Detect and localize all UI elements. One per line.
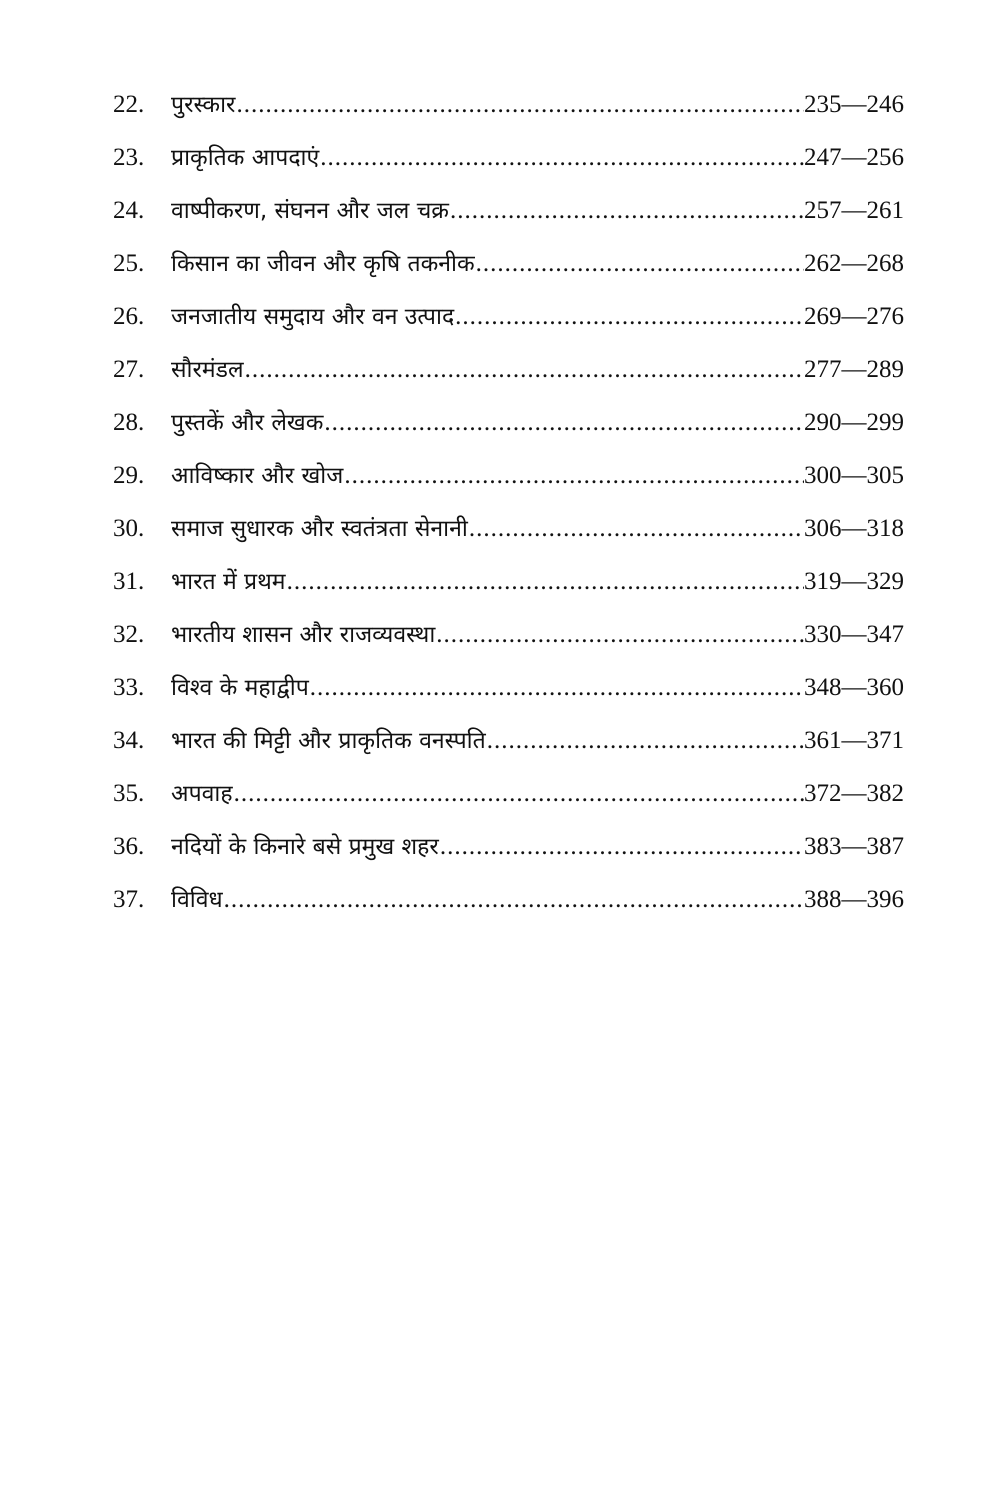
chapter-number: 23.	[113, 144, 145, 171]
dot-leader	[486, 714, 804, 767]
chapter-number: 37.	[113, 886, 145, 913]
chapter-number: 33.	[113, 674, 145, 701]
page-range: 277—289	[804, 356, 904, 383]
dot-leader	[286, 555, 804, 608]
chapter-number: 26.	[113, 303, 145, 330]
chapter-number: 29.	[113, 462, 145, 489]
dot-leader	[449, 184, 804, 237]
page-range: 262—268	[804, 250, 904, 277]
chapter-title: समाज सुधारक और स्वतंत्रता सेनानी	[171, 516, 468, 542]
chapter-title: पुस्तकें और लेखक	[171, 410, 324, 436]
page-range: 257—261	[804, 197, 904, 224]
toc-entry[interactable]	[113, 820, 904, 873]
dot-leader	[468, 502, 804, 555]
toc-entry[interactable]	[113, 767, 904, 820]
toc-entry[interactable]	[113, 873, 904, 926]
toc-entry[interactable]	[113, 131, 904, 184]
dot-leader	[244, 343, 804, 396]
toc-entry[interactable]	[113, 237, 904, 290]
chapter-number: 24.	[113, 197, 145, 224]
chapter-number: 31.	[113, 568, 145, 595]
chapter-title: भारतीय शासन और राजव्यवस्था	[171, 622, 436, 648]
toc-entry[interactable]	[113, 396, 904, 449]
toc-entry[interactable]	[113, 449, 904, 502]
chapter-title: प्राकृतिक आपदाएं	[171, 145, 320, 171]
toc-entry[interactable]	[113, 661, 904, 714]
dot-leader	[319, 131, 804, 184]
toc-entry[interactable]	[113, 502, 904, 555]
chapter-title: सौरमंडल	[171, 357, 244, 383]
page-range: 383—387	[804, 833, 904, 860]
dot-leader	[435, 608, 804, 661]
chapter-title: नदियों के किनारे बसे प्रमुख शहर	[171, 834, 439, 860]
dot-leader	[223, 873, 804, 926]
toc-entry[interactable]	[113, 78, 904, 131]
page-range: 269—276	[804, 303, 904, 330]
page-range: 300—305	[804, 462, 904, 489]
page-range: 361—371	[804, 727, 904, 754]
toc-entry[interactable]	[113, 343, 904, 396]
chapter-title: अपवाह	[171, 781, 233, 807]
page-range: 388—396	[804, 886, 904, 913]
page-range: 319—329	[804, 568, 904, 595]
page-range: 306—318	[804, 515, 904, 542]
chapter-title: जनजातीय समुदाय और वन उत्पाद	[171, 304, 455, 330]
chapter-title: पुरस्कार	[171, 92, 236, 118]
chapter-number: 27.	[113, 356, 145, 383]
dot-leader	[323, 396, 804, 449]
chapter-title: भारत की मिट्टी और प्राकृतिक वनस्पति	[171, 728, 486, 754]
chapter-number: 36.	[113, 833, 145, 860]
dot-leader	[235, 78, 804, 131]
page-range: 290—299	[804, 409, 904, 436]
dot-leader	[439, 820, 804, 873]
chapter-title: भारत में प्रथम	[171, 569, 286, 595]
chapter-number: 32.	[113, 621, 145, 648]
chapter-number: 34.	[113, 727, 145, 754]
dot-leader	[475, 237, 804, 290]
dot-leader	[343, 449, 804, 502]
page-range: 235—246	[804, 91, 904, 118]
chapter-number: 22.	[113, 91, 145, 118]
toc-entry[interactable]	[113, 290, 904, 343]
chapter-number: 30.	[113, 515, 145, 542]
page-range: 348—360	[804, 674, 904, 701]
toc-entry[interactable]	[113, 184, 904, 237]
dot-leader	[309, 661, 804, 714]
chapter-title: वाष्पीकरण, संघनन और जल चक्र	[171, 198, 449, 224]
page-range: 330—347	[804, 621, 904, 648]
toc-entry[interactable]	[113, 555, 904, 608]
chapter-title: किसान का जीवन और कृषि तकनीक	[171, 251, 475, 277]
chapter-number: 28.	[113, 409, 145, 436]
chapter-number: 35.	[113, 780, 145, 807]
toc-entry[interactable]	[113, 714, 904, 767]
dot-leader	[233, 767, 804, 820]
chapter-title: आविष्कार और खोज	[171, 463, 344, 489]
chapter-number: 25.	[113, 250, 145, 277]
table-of-contents	[113, 78, 904, 926]
dot-leader	[454, 290, 804, 343]
chapter-title: विविध	[171, 887, 223, 913]
page-range: 247—256	[804, 144, 904, 171]
page-range: 372—382	[804, 780, 904, 807]
chapter-title: विश्व के महाद्वीप	[171, 675, 309, 701]
toc-entry[interactable]	[113, 608, 904, 661]
